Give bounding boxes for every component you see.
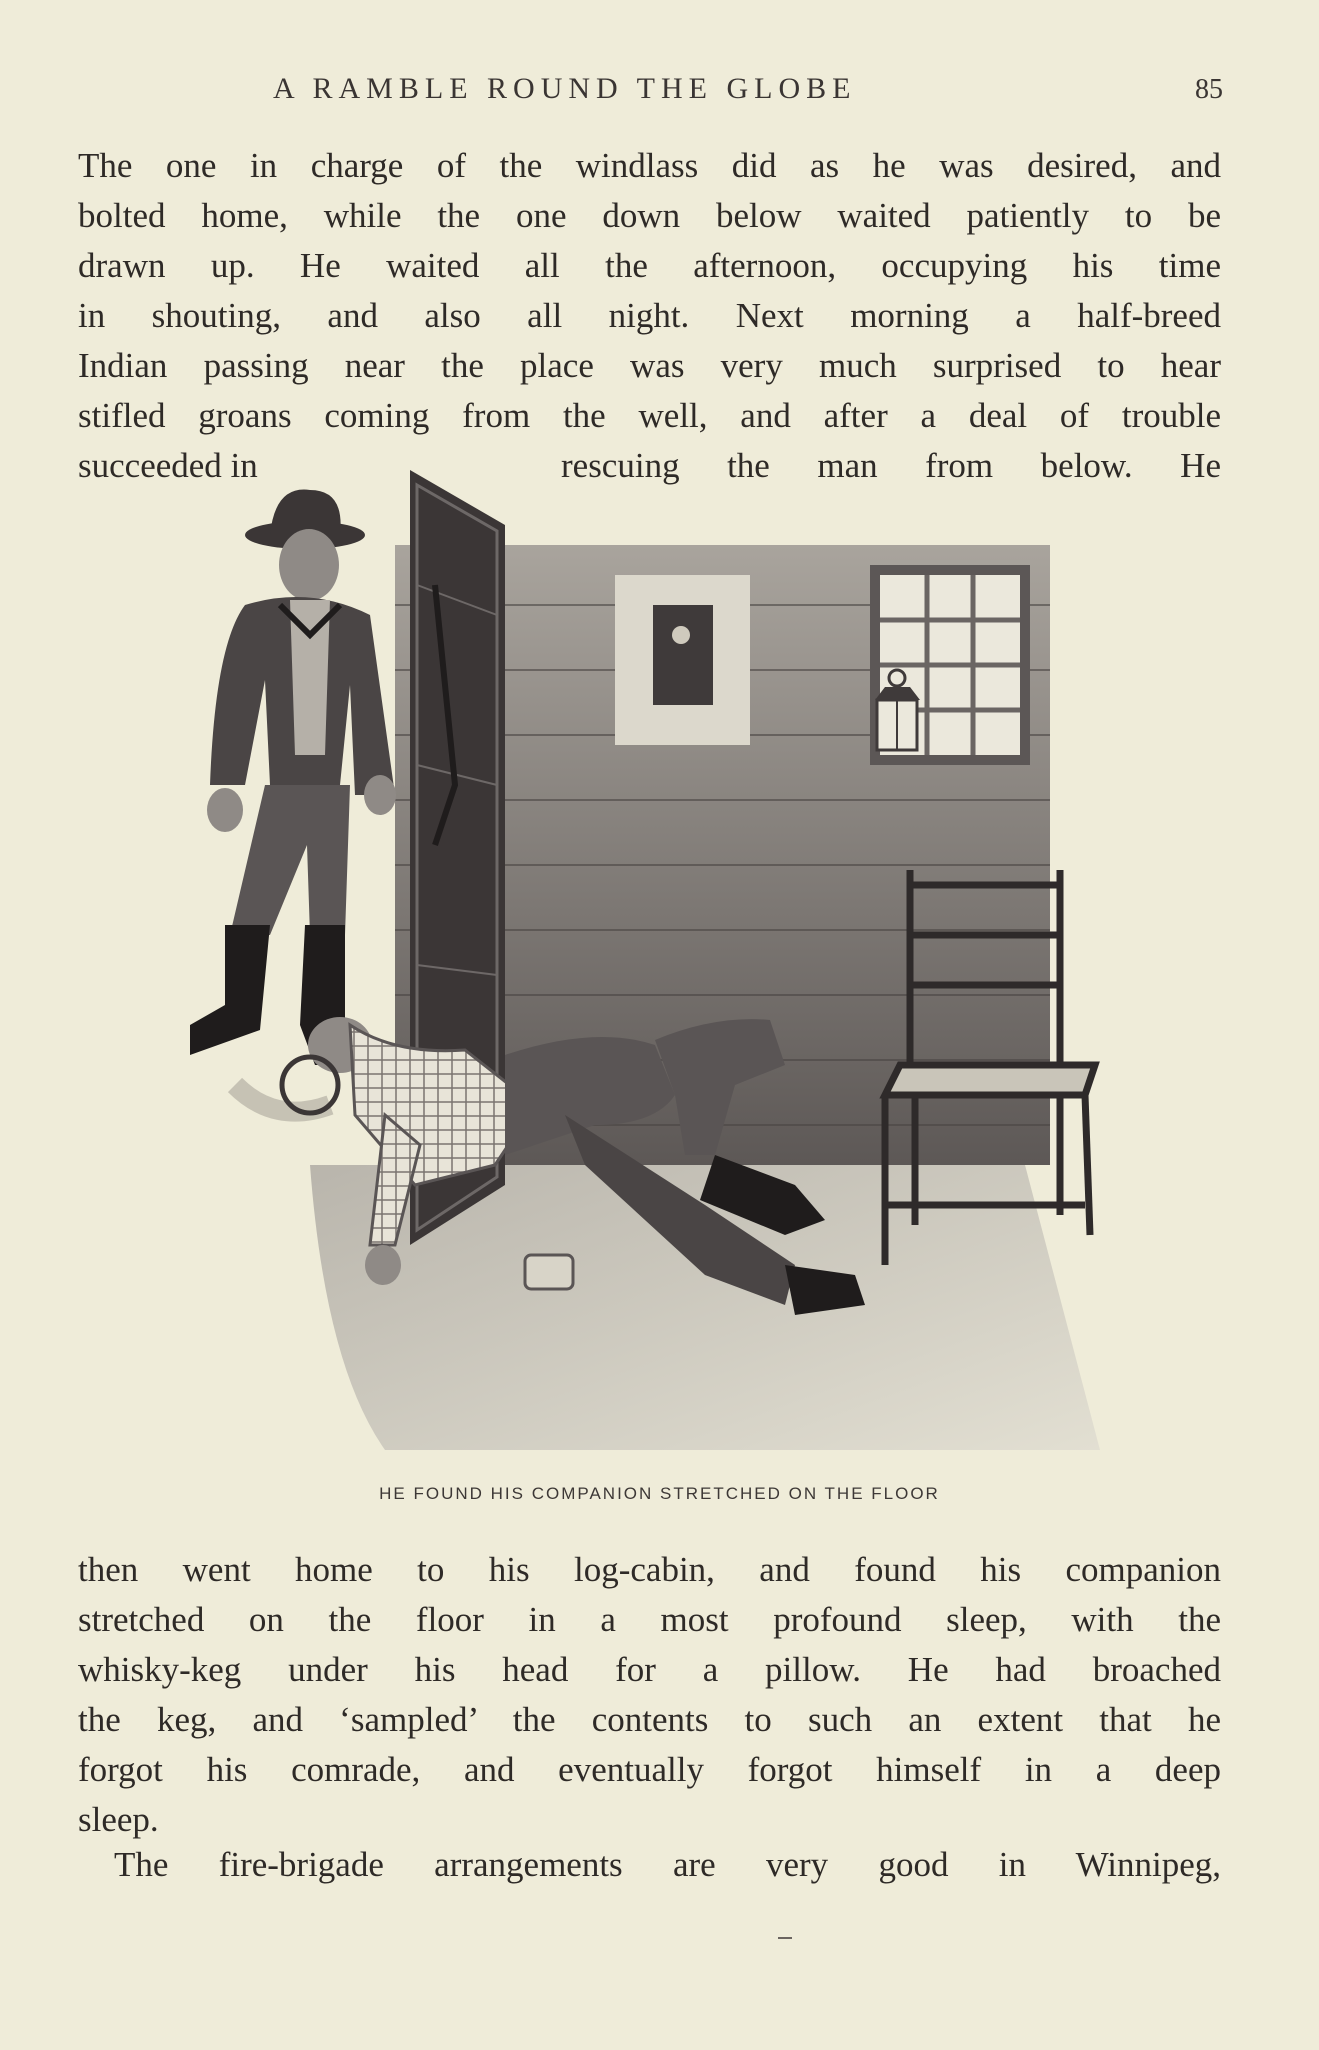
dropped-cup-icon — [525, 1255, 573, 1289]
text-line: The one in charge of the windlass did as he was desired, and — [78, 146, 1221, 185]
text-line-right: rescuing the man from below. He — [561, 446, 1221, 485]
paragraph-bottom — [78, 1545, 1221, 1845]
text-line-left: succeeded in — [78, 446, 258, 485]
running-title: A RAMBLE ROUND THE GLOBE — [273, 72, 857, 105]
text-line: stifled groans coming from the well, and after a deal of trouble — [78, 396, 1221, 435]
text-line: in shouting, and also all night. Next morning a half-breed — [78, 296, 1221, 335]
wall-picture — [615, 575, 750, 745]
text-line: The fire-brigade arrangements are very good in Winnipeg, — [114, 1845, 1221, 1884]
text-line: the keg, and ‘sampled’ the contents to such an extent that he — [78, 1700, 1221, 1739]
paragraph-next — [78, 1840, 1221, 1890]
page-number: 85 — [1195, 74, 1223, 105]
page-mark — [778, 1937, 792, 1939]
text-line: Indian passing near the place was very much surprised to hear — [78, 346, 1221, 385]
text-line: then went home to his log-cabin, and found his companion — [78, 1550, 1221, 1589]
text-line: stretched on the floor in a most profound sleep, with the — [78, 1600, 1221, 1639]
text-line: sleep. — [78, 1800, 159, 1839]
paragraph-top — [78, 141, 1221, 441]
cabin-illustration — [95, 465, 1195, 1460]
text-line: forgot his comrade, and eventually forgot himself in a deep — [78, 1750, 1221, 1789]
text-line: drawn up. He waited all the afternoon, occupying his time — [78, 246, 1221, 285]
illustration-caption: HE FOUND HIS COMPANION STRETCHED ON THE FLOOR — [379, 1484, 940, 1503]
running-head — [78, 72, 1223, 112]
standing-man — [190, 490, 396, 1112]
text-line: bolted home, while the one down below waited patiently to be — [78, 196, 1221, 235]
text-line: whisky-keg under his head for a pillow. He had broached — [78, 1650, 1221, 1689]
